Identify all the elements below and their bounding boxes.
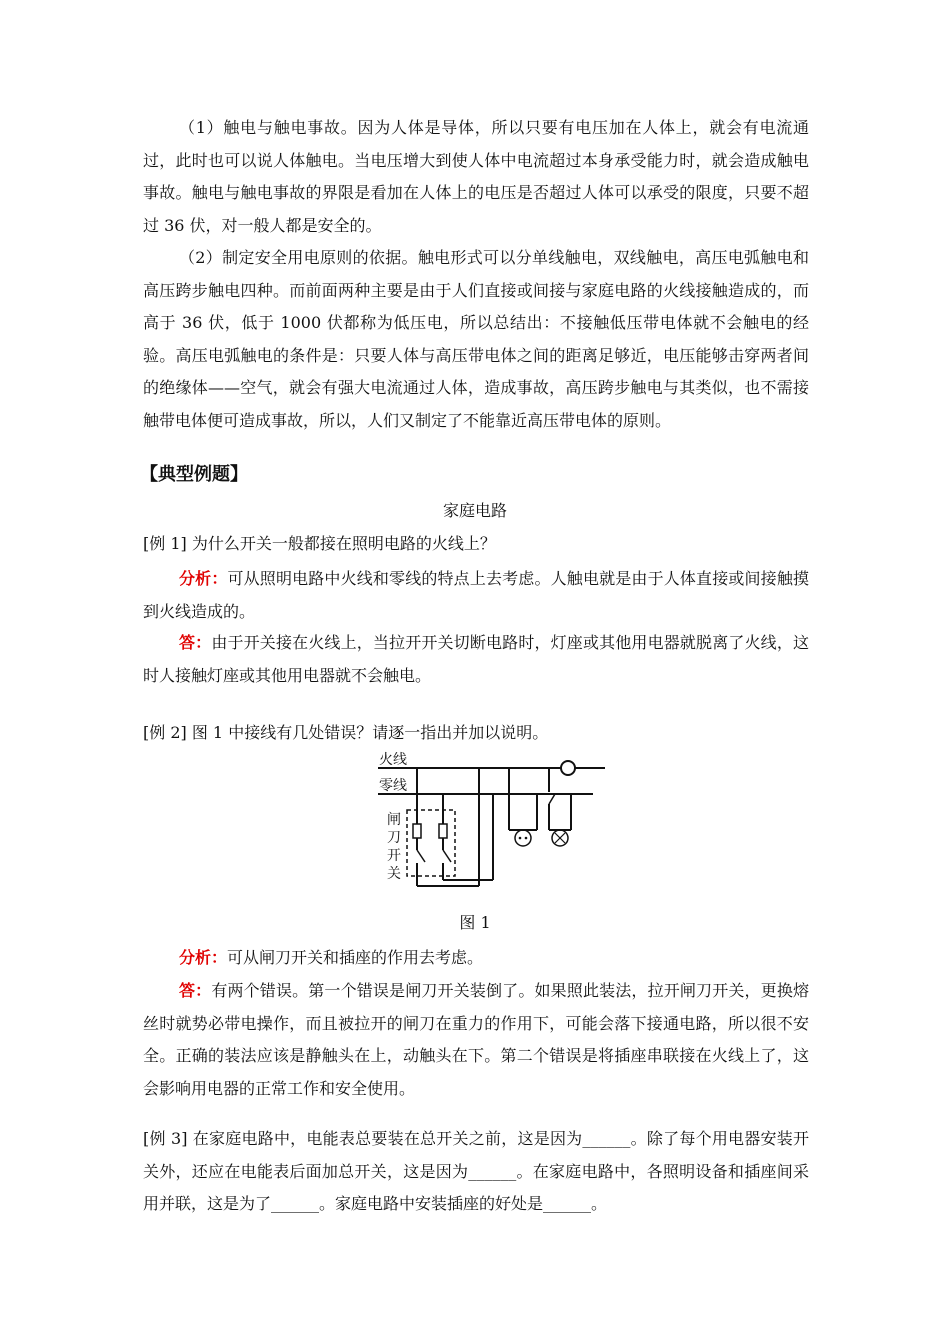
analysis-text: 可从照明电路中火线和零线的特点上去考虑。人触电就是由于人体直接或间接触摸到火线造成的。 — [143, 569, 809, 621]
answer-text: 由于开关接在火线上，当拉开开关切断电路时，灯座或其他用电器就脱离了火线，这时人接触灯座或其他用电器就不会触电。 — [143, 633, 809, 685]
section-heading: 【典型例题】 — [140, 464, 248, 485]
section-title: 家庭电路 — [442, 501, 507, 520]
meter-circle — [561, 761, 575, 775]
fuse-right — [439, 824, 447, 838]
example-2-analysis — [143, 942, 809, 975]
switch-label-char-2: 刀 — [387, 830, 401, 846]
analysis-label: 分析： — [179, 569, 228, 588]
analysis-label: 分析： — [179, 948, 228, 967]
answer-text: 有两个错误。第一个错误是闸刀开关装倒了。如果照此装法，拉开闸刀开关，更换熔丝时就势必带电操作，而且被拉开的闸刀在重力的作用下，可能会落下接通电路，所以很不安全。正确的装法应该是静触头在上，动触头在下。第二个错误是将插座串联接在火线上了，这会影响用电器的正常工作和安全使用。 — [143, 981, 809, 1098]
socket-icon — [515, 830, 531, 846]
example-1-analysis — [143, 563, 809, 628]
lamp-switch — [549, 794, 555, 804]
switch-label-char-3: 开 — [387, 848, 401, 864]
knife-blade-right — [443, 850, 451, 862]
knife-blade-left — [417, 850, 425, 862]
live-wire-label: 火线 — [379, 752, 407, 768]
answer-label: 答： — [179, 981, 212, 1000]
analysis-text: 可从闸刀开关和插座的作用去考虑。 — [227, 948, 484, 967]
switch-label-char-1: 闸 — [387, 812, 401, 828]
paragraph-electric-shock: （1）触电与触电事故。因为人体是导体，所以只要有电压加在人体上，就会有电流通过，此时也可以说人体触电。当电压增大到使人体中电流超过本身承受能力时，就会造成触电事故。触电与触电事故的界限是看加在人体上的电压是否超过人体可以承受的限度，只要不超过 36 伏，对一般人都是安全的。 — [143, 118, 809, 235]
neutral-wire-label: 零线 — [379, 778, 407, 794]
knife-switch-box — [407, 810, 455, 876]
example-1-question: [例 1] 为什么开关一般都接在照明电路的火线上？ — [143, 534, 496, 553]
answer-label: 答： — [179, 633, 212, 652]
figure-caption: 图 1 — [459, 913, 491, 932]
paragraph-safety-principle: （2）制定安全用电原则的依据。触电形式可以分单线触电，双线触电，高压电弧触电和高压跨步触电四种。而前面两种主要是由于人们直接或间接与家庭电路的火线接触造成的，而高于 36 伏，低于 1000 伏都称为低压电，所以总结出：不接触低压带电体就不会触电的经验。高压电弧触电的条件是：只要人体与高压带电体之间的距离足够近，电压能够击穿两者间的绝缘体——空气，就会有强大电流通过人体，造成事故，高压跨步触电与其类似，也不需接触带电体便可造成事故，所以，人们又制定了不能靠近高压带电体的原则。 — [143, 248, 809, 430]
switch-label-char-4: 关 — [387, 866, 401, 882]
example-2-answer — [143, 975, 809, 1105]
example-1-answer — [143, 627, 809, 692]
wiring-diagram-figure — [373, 750, 609, 910]
fuse-left — [413, 824, 421, 838]
example-2-question: [例 2] 图 1 中接线有几处错误？请逐一指出并加以说明。 — [143, 723, 549, 742]
example-3-question: [例 3] 在家庭电路中，电能表总要装在总开关之前，这是因为______。除了每个用电器安装开关外，还应在电能表后面加总开关，这是因为______。在家庭电路中，各照明设备和插座间采用并联，这是为了______。家庭电路中安装插座的好处是______。 — [143, 1129, 809, 1213]
